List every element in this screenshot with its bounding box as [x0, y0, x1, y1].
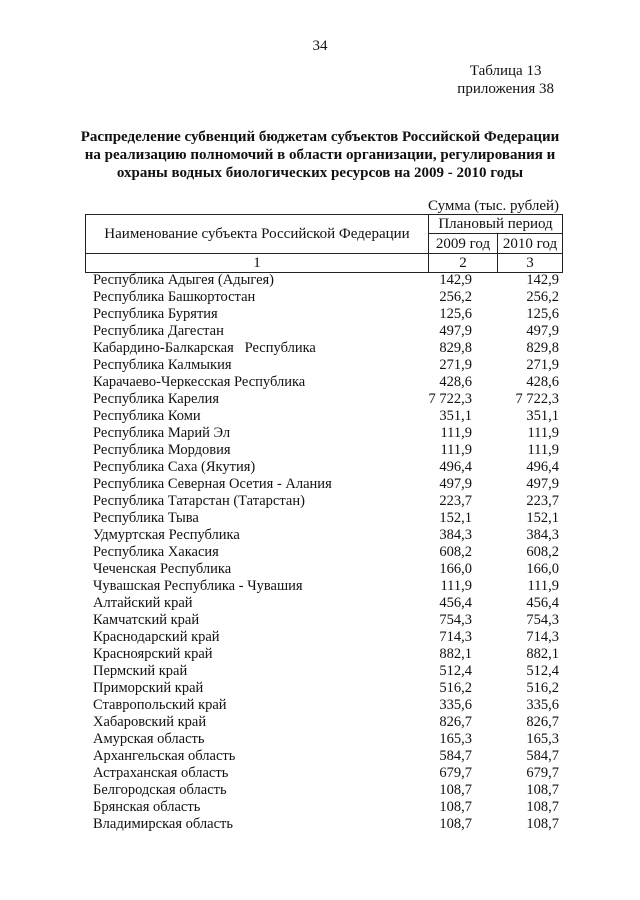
column-header-plan-period: Плановый период: [429, 215, 563, 234]
table-row: [85, 731, 565, 748]
value-2009: 7 722,3: [428, 391, 472, 407]
value-2010: 351,1: [526, 408, 559, 424]
value-2010: 714,3: [526, 629, 559, 645]
region-name: Республика Адыгея (Адыгея): [93, 272, 275, 288]
table-row: [85, 646, 565, 663]
value-2009: 111,9: [440, 442, 472, 458]
value-2009: 256,2: [439, 289, 472, 305]
region-name: Архангельская область: [93, 748, 236, 764]
value-2009: 882,1: [439, 646, 472, 662]
value-2010: 497,9: [526, 476, 559, 492]
value-2010: 456,4: [526, 595, 559, 611]
region-name: Республика Мордовия: [93, 442, 231, 458]
value-2010: 111,9: [527, 442, 559, 458]
value-2009: 497,9: [439, 323, 472, 339]
table-row: [85, 442, 565, 459]
value-2009: 584,7: [439, 748, 472, 764]
value-2009: 384,3: [439, 527, 472, 543]
value-2009: 223,7: [439, 493, 472, 509]
table-row: [85, 425, 565, 442]
value-2009: 108,7: [439, 816, 472, 832]
value-2010: 754,3: [526, 612, 559, 628]
table-row: [85, 782, 565, 799]
region-name: Пермский край: [93, 663, 188, 679]
table-row: [85, 391, 565, 408]
value-2009: 826,7: [439, 714, 472, 730]
value-2010: 108,7: [526, 816, 559, 832]
region-name: Карачаево-Черкесская Республика: [93, 374, 306, 390]
region-name: Кабардино-Балкарская Республика: [93, 340, 316, 356]
table-row: [85, 697, 565, 714]
value-2010: 166,0: [526, 561, 559, 577]
column-number-3: 3: [498, 254, 563, 273]
table-row: [85, 765, 565, 782]
region-name: Краснодарский край: [93, 629, 220, 645]
table-row: [85, 629, 565, 646]
value-2009: 428,6: [439, 374, 472, 390]
value-2009: 754,3: [439, 612, 472, 628]
value-2010: 111,9: [527, 578, 559, 594]
table-row: [85, 272, 565, 289]
units-label: Сумма (тыс. рублей): [428, 198, 560, 214]
table-label: Таблица 13: [469, 63, 542, 79]
table-row: [85, 340, 565, 357]
value-2010: 111,9: [527, 425, 559, 441]
region-name: Красноярский край: [93, 646, 213, 662]
value-2010: 826,7: [526, 714, 559, 730]
region-name: Республика Бурятия: [93, 306, 218, 322]
region-name: Хабаровский край: [93, 714, 207, 730]
region-name: Республика Башкортостан: [93, 289, 256, 305]
table-row: [85, 493, 565, 510]
value-2010: 679,7: [526, 765, 559, 781]
column-header-2009: 2009 год: [429, 234, 498, 254]
column-header-name: Наименование субъекта Российской Федерации: [86, 215, 429, 254]
value-2010: 584,7: [526, 748, 559, 764]
value-2010: 512,4: [526, 663, 559, 679]
region-name: Амурская область: [93, 731, 205, 747]
page-number: 34: [312, 38, 328, 54]
value-2009: 335,6: [439, 697, 472, 713]
region-name: Республика Марий Эл: [93, 425, 231, 441]
table-row: [85, 527, 565, 544]
table-row: [85, 714, 565, 731]
region-name: Республика Северная Осетия - Алания: [93, 476, 332, 492]
region-name: Республика Хакасия: [93, 544, 219, 560]
value-2009: 111,9: [440, 425, 472, 441]
value-2009: 271,9: [439, 357, 472, 373]
value-2009: 516,2: [439, 680, 472, 696]
table-row: [85, 544, 565, 561]
region-name: Белгородская область: [93, 782, 227, 798]
region-name: Республика Саха (Якутия): [93, 459, 256, 475]
value-2010: 142,9: [526, 272, 559, 288]
region-name: Чеченская Республика: [93, 561, 232, 577]
table-row: [85, 306, 565, 323]
table-row: [85, 799, 565, 816]
appendix-label: приложения 38: [457, 81, 554, 97]
table-row: [85, 289, 565, 306]
value-2010: 335,6: [526, 697, 559, 713]
value-2010: 256,2: [526, 289, 559, 305]
value-2010: 152,1: [526, 510, 559, 526]
table-row: [85, 595, 565, 612]
value-2009: 108,7: [439, 782, 472, 798]
column-number-2: 2: [429, 254, 498, 273]
value-2009: 714,3: [439, 629, 472, 645]
table-row: [85, 459, 565, 476]
region-name: Приморский край: [93, 680, 204, 696]
region-name: Брянская область: [93, 799, 201, 815]
region-name: Астраханская область: [93, 765, 229, 781]
table-row: [85, 663, 565, 680]
value-2010: 608,2: [526, 544, 559, 560]
value-2010: 125,6: [526, 306, 559, 322]
value-2010: 882,1: [526, 646, 559, 662]
region-name: Владимирская область: [93, 816, 233, 832]
value-2009: 496,4: [439, 459, 472, 475]
value-2009: 152,1: [439, 510, 472, 526]
value-2010: 384,3: [526, 527, 559, 543]
table-row: [85, 680, 565, 697]
table-row: [85, 510, 565, 527]
region-name: Камчатский край: [93, 612, 200, 628]
value-2009: 108,7: [439, 799, 472, 815]
table-row: [85, 408, 565, 425]
value-2010: 271,9: [526, 357, 559, 373]
value-2010: 497,9: [526, 323, 559, 339]
region-name: Алтайский край: [93, 595, 193, 611]
value-2009: 512,4: [439, 663, 472, 679]
table-row: [85, 323, 565, 340]
region-name: Республика Тыва: [93, 510, 199, 526]
table-row: [85, 612, 565, 629]
value-2010: 496,4: [526, 459, 559, 475]
value-2009: 351,1: [439, 408, 472, 424]
table-body: [85, 272, 565, 833]
column-header-2010: 2010 год: [498, 234, 563, 254]
value-2010: 428,6: [526, 374, 559, 390]
value-2009: 165,3: [439, 731, 472, 747]
value-2010: 516,2: [526, 680, 559, 696]
value-2009: 497,9: [439, 476, 472, 492]
region-name: Чувашская Республика - Чувашия: [93, 578, 303, 594]
value-2010: 223,7: [526, 493, 559, 509]
table-row: [85, 374, 565, 391]
region-name: Ставропольский край: [93, 697, 227, 713]
table-row: [85, 816, 565, 833]
value-2010: 108,7: [526, 782, 559, 798]
value-2010: 829,8: [526, 340, 559, 356]
region-name: Республика Татарстан (Татарстан): [93, 493, 305, 509]
value-2010: 7 722,3: [515, 391, 559, 407]
value-2009: 829,8: [439, 340, 472, 356]
region-name: Удмуртская Республика: [93, 527, 240, 543]
value-2010: 165,3: [526, 731, 559, 747]
table-row: [85, 561, 565, 578]
value-2009: 679,7: [439, 765, 472, 781]
title-line: на реализацию полномочий в области организации, регулирования и: [84, 147, 556, 163]
table-header: [85, 214, 563, 273]
column-number-1: 1: [86, 254, 429, 273]
title-line: Распределение субвенций бюджетам субъектов Российской Федерации: [80, 129, 560, 145]
table-row: [85, 357, 565, 374]
table-reference: [457, 62, 554, 98]
value-2009: 456,4: [439, 595, 472, 611]
region-name: Республика Коми: [93, 408, 201, 424]
title-line: охраны водных биологических ресурсов на 2009 - 2010 годы: [116, 165, 524, 181]
region-name: Республика Калмыкия: [93, 357, 232, 373]
table-row: [85, 578, 565, 595]
value-2009: 111,9: [440, 578, 472, 594]
value-2009: 142,9: [439, 272, 472, 288]
table-row: [85, 748, 565, 765]
region-name: Республика Карелия: [93, 391, 220, 407]
table-row: [85, 476, 565, 493]
value-2009: 166,0: [439, 561, 472, 577]
document-title: [40, 128, 600, 182]
value-2010: 108,7: [526, 799, 559, 815]
value-2009: 125,6: [439, 306, 472, 322]
region-name: Республика Дагестан: [93, 323, 224, 339]
value-2009: 608,2: [439, 544, 472, 560]
